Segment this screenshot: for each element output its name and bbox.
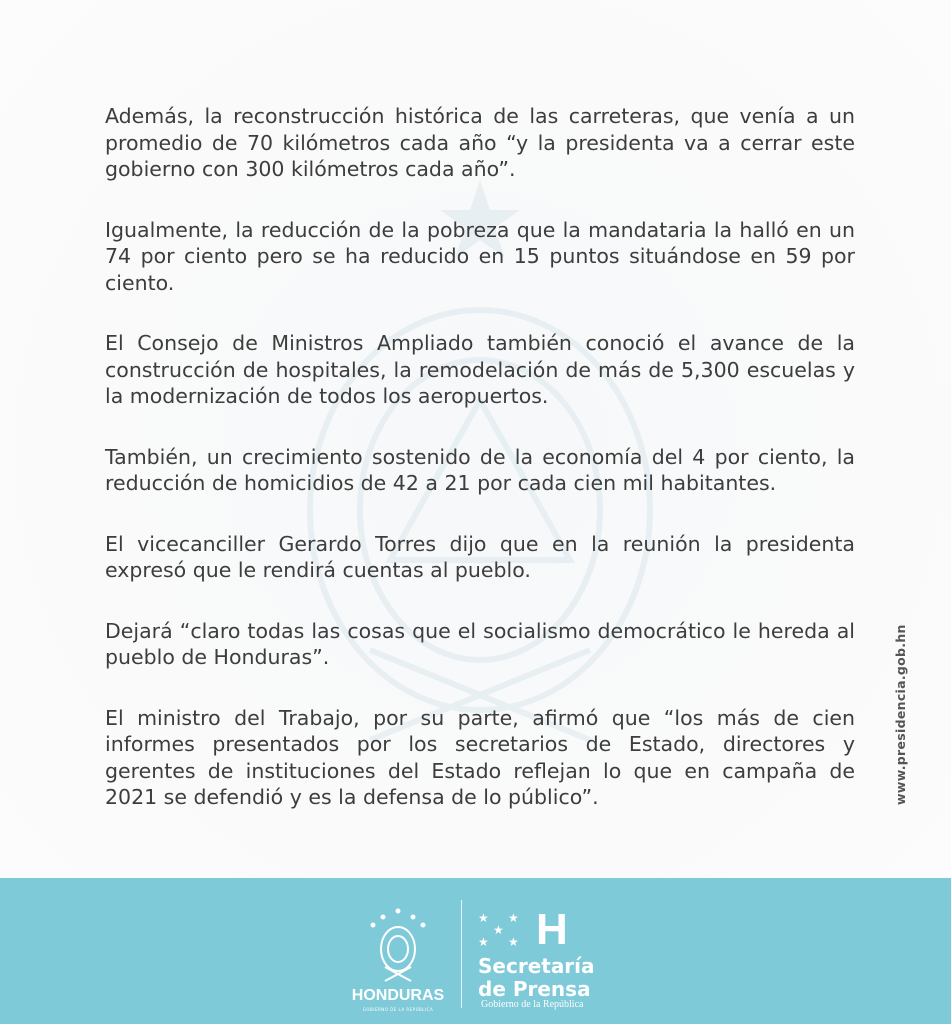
svg-text:★: ★ (493, 923, 504, 937)
honduras-wordmark: HONDURAS (351, 987, 445, 1004)
footer-band (0, 878, 951, 1024)
honduras-subtitle: GOBIERNO DE LA REPÚBLICA (362, 1007, 434, 1012)
paragraph: Igualmente, la reducción de la pobreza que la mandataria la halló en un 74 por ciento pero se ha reducido en 15 puntos situándose en 59 por ciento. (105, 217, 855, 295)
secretaria-subtitle: Gobierno de la República (481, 999, 584, 1010)
secretaria-line1: Secretaría (478, 954, 595, 978)
paragraph: También, un crecimiento sostenido de la economía del 4 por ciento, la reducción de homicidios de 42 a 21 por cada cien mil habitantes. (105, 444, 855, 495)
website-url: www.presidencia.gob.hn (893, 624, 908, 805)
paragraph: El ministro del Trabajo, por su parte, afirmó que “los más de cien informes presentados por los secretarios de Estado, directores y gerentes de instituciones del Estado reflejan lo que en campaña de 2021 se defendió y es la defensa de lo público”. (105, 705, 855, 809)
coat-of-arms-icon (363, 907, 433, 985)
paragraph: El Consejo de Ministros Ampliado también conoció el avance de la construcción de hospitales, la remodelación de más de 5,300 escuelas y la modernización de todos los aeropuertos. (105, 331, 855, 408)
svg-text:★: ★ (478, 935, 489, 948)
paragraph: El vicecanciller Gerardo Torres dijo que en la reunión la presidenta expresó que le rendirá cuentas al pueblo. (105, 531, 855, 582)
svg-text:★: ★ (508, 935, 519, 948)
article-body (105, 103, 855, 845)
h-logo-letter: H (536, 905, 568, 954)
secretaria-line2: de Prensa (478, 977, 591, 1001)
paragraph: Además, la reconstrucción histórica de las carreteras, que venía a un promedio de 70 kilómetros cada año “y la presidenta va a cerrar este gobierno con 300 kilómetros cada año”. (105, 104, 855, 181)
paragraph: Dejará “claro todas las cosas que el socialismo democrático le hereda al pueblo de Honduras”. (105, 618, 855, 669)
logo-divider (461, 900, 462, 1008)
svg-text:★: ★ (508, 912, 519, 925)
stars-icon (478, 912, 533, 948)
svg-text:★: ★ (478, 912, 489, 925)
